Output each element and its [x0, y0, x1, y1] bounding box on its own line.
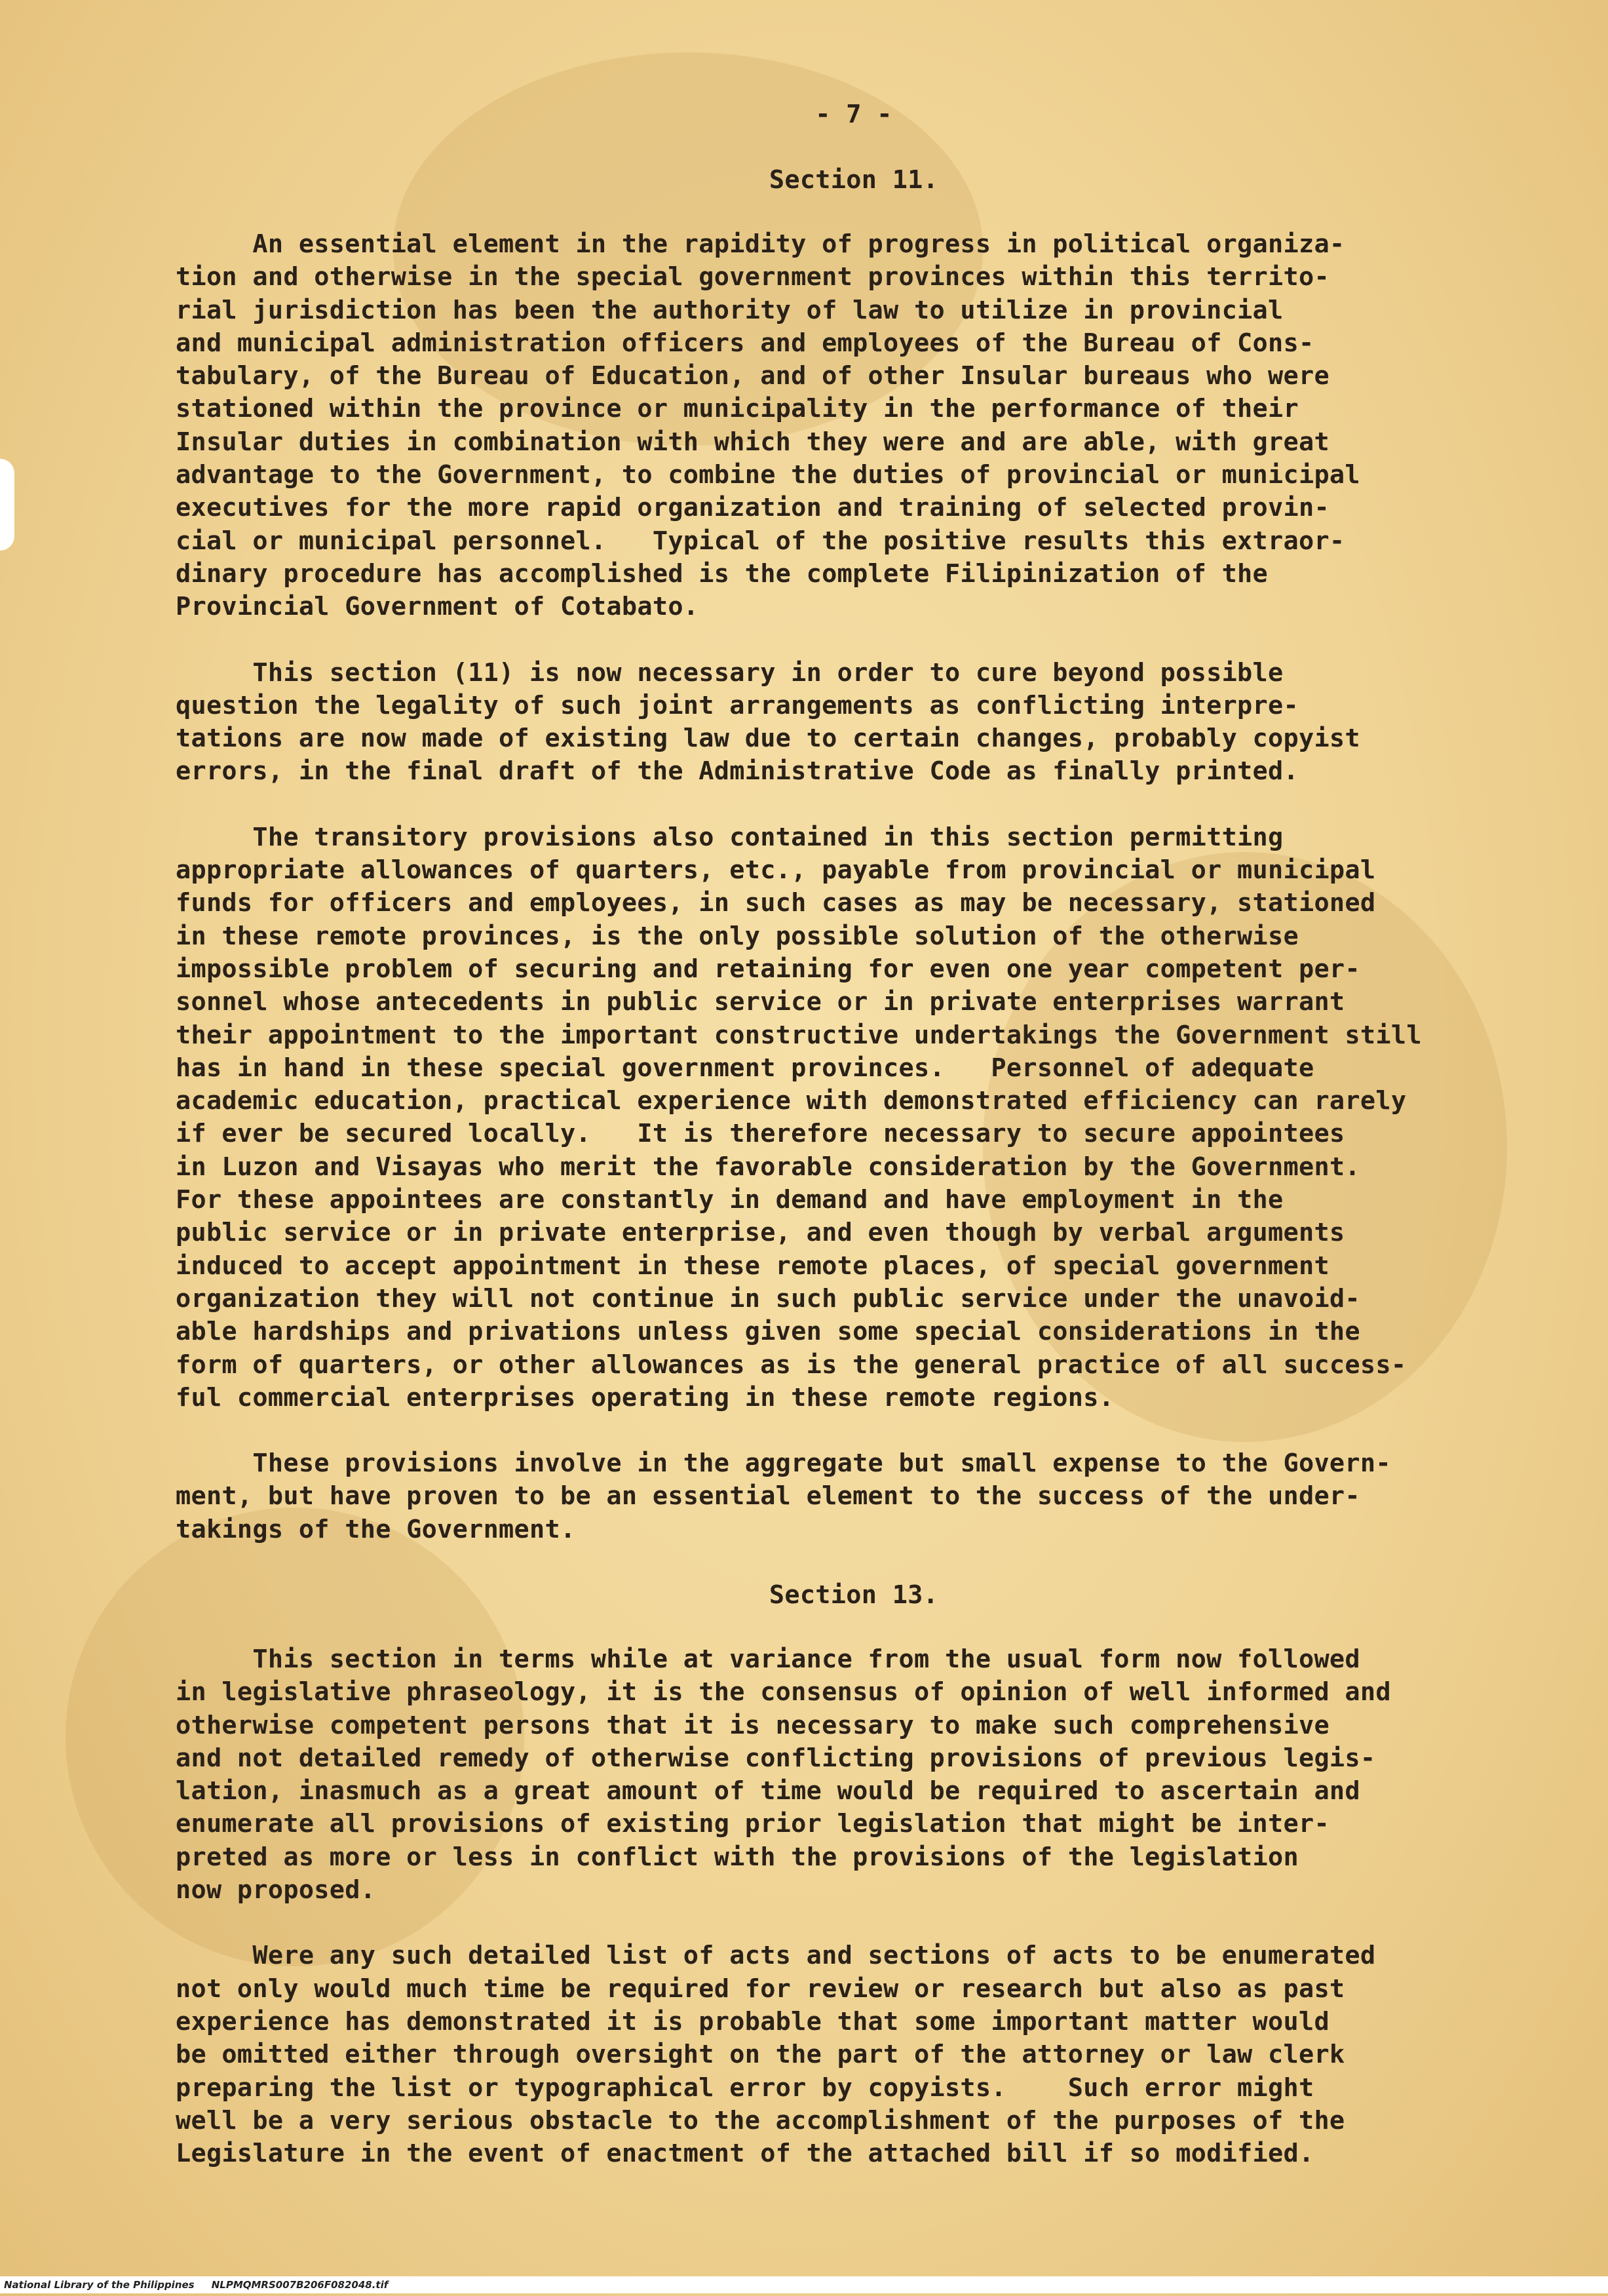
text-line: in legislative phraseology, it is the consensus of opinion of well informed and [176, 1677, 1391, 1707]
paragraph [176, 821, 1506, 1414]
text-line: enumerate all provisions of existing prior legislation that might be inter- [176, 1809, 1330, 1839]
text-line: sonnel whose antecedents in public service or in private enterprises warrant [176, 987, 1345, 1017]
text-line: For these appointees are constantly in demand and have employment in the [176, 1185, 1284, 1215]
text-line: well be a very serious obstacle to the accomplishment of the purposes of the [176, 2105, 1345, 2135]
paragraph [176, 1643, 1506, 1907]
text-line: not only would much time be required for review or research but also as past [176, 1974, 1345, 2004]
text-line: takings of the Government. [176, 1514, 576, 1544]
text-line: tabulary, of the Bureau of Education, and of other Insular bureaus who were [176, 361, 1330, 391]
text-line: and not detailed remedy of otherwise conflicting provisions of previous legis- [176, 1743, 1376, 1773]
page-number: - 7 - [815, 100, 892, 129]
text-line: academic education, practical experience with demonstrated efficiency can rarely [176, 1086, 1407, 1116]
text-line: experience has demonstrated it is probable that some important matter would [176, 2006, 1330, 2036]
text-line: their appointment to the important constructive undertakings the Government still [176, 1020, 1422, 1050]
text-line: This section (11) is now necessary in order to cure beyond possible [176, 657, 1284, 688]
section-heading: Section 13. [769, 1580, 939, 1610]
paragraph [176, 1447, 1506, 1546]
text-line: Legislature in the event of enactment of the attached bill if so modified. [176, 2139, 1314, 2169]
text-line: appropriate allowances of quarters, etc., payable from provincial or municipal [176, 855, 1376, 885]
text-line: dinary procedure has accomplished is the complete Filipinization of the [176, 558, 1269, 589]
typed-text-body [176, 98, 1506, 2170]
text-line: tations are now made of existing law due to certain changes, probably copyist [176, 724, 1360, 754]
text-line: This section in terms while at variance from the usual form now followed [176, 1644, 1360, 1674]
paragraph [176, 657, 1506, 788]
text-line: rial jurisdiction has been the authority of law to utilize in provincial [176, 295, 1284, 325]
text-line: These provisions involve in the aggregate but small expense to the Govern- [176, 1449, 1391, 1479]
text-line: question the legality of such joint arrangements as conflicting interpre- [176, 690, 1299, 720]
text-line: executives for the more rapid organization and training of selected provin- [176, 493, 1330, 523]
paper-tear [0, 459, 14, 551]
paragraph-gap [176, 1907, 1506, 1939]
paragraph [176, 1939, 1506, 2170]
text-line: preparing the list or typographical error by copyists. Such error might [176, 2072, 1314, 2103]
text-line: stationed within the province or municipality in the performance of their [176, 394, 1299, 424]
text-line: able hardships and privations unless given some special considerations in the [176, 1317, 1360, 1347]
text-line: Insular duties in combination with which they were and are able, with great [176, 427, 1330, 457]
text-line: Were any such detailed list of acts and sections of acts to be enumerated [176, 1941, 1376, 1971]
text-line: lation, inasmuch as a great amount of time would be required to ascertain and [176, 1776, 1360, 1806]
text-line: impossible problem of securing and retaining for even one year competent per- [176, 954, 1360, 984]
paragraph-gap [176, 1414, 1506, 1447]
paragraph-gap [176, 788, 1506, 821]
paragraph-gap [176, 624, 1506, 657]
text-line: now proposed. [176, 1875, 376, 1905]
text-line: tion and otherwise in the special government provinces within this territo- [176, 262, 1330, 292]
text-line: and municipal administration officers and employees of the Bureau of Cons- [176, 328, 1314, 358]
text-line: cial or municipal personnel. Typical of the positive results this extraor- [176, 526, 1345, 556]
text-line: organization they will not continue in such public service under the unavoid- [176, 1283, 1360, 1313]
text-line: errors, in the final draft of the Administrative Code as finally printed. [176, 756, 1299, 787]
section-heading: Section 11. [769, 165, 939, 195]
text-line: otherwise competent persons that it is necessary to make such comprehensive [176, 1710, 1330, 1740]
text-line: in Luzon and Visayas who merit the favorable consideration by the Government. [176, 1152, 1360, 1182]
text-line: The transitory provisions also contained in this section permitting [176, 822, 1284, 852]
text-line: funds for officers and employees, in such cases as may be necessary, stationed [176, 888, 1376, 918]
text-line: An essential element in the rapidity of progress in political organiza- [176, 229, 1345, 259]
text-line: public service or in private enterprise, and even though by verbal arguments [176, 1218, 1345, 1248]
text-line: advantage to the Government, to combine the duties of provincial or municipal [176, 460, 1360, 490]
text-line: form of quarters, or other allowances as is the general practice of all success- [176, 1350, 1407, 1380]
text-line: induced to accept appointment in these remote places, of special government [176, 1251, 1330, 1281]
text-line: if ever be secured locally. It is therefore necessary to secure appointees [176, 1119, 1345, 1149]
archive-footer: National Library of the Philippines NLPMQMRS007B206F082048.tif [0, 2276, 1608, 2293]
sections-container [176, 164, 1506, 2170]
text-line: in these remote provinces, is the only possible solution of the otherwise [176, 921, 1299, 951]
text-line: preted as more or less in conflict with the provisions of the legislation [176, 1842, 1299, 1872]
text-line: has in hand in these special government provinces. Personnel of adequate [176, 1053, 1314, 1083]
text-line: ment, but have proven to be an essential element to the success of the under- [176, 1481, 1360, 1511]
paragraph [176, 228, 1506, 624]
text-line: ful commercial enterprises operating in these remote regions. [176, 1382, 1115, 1412]
text-line: be omitted either through oversight on the part of the attorney or law clerk [176, 2040, 1345, 2070]
text-line: Provincial Government of Cotabato. [176, 592, 699, 622]
